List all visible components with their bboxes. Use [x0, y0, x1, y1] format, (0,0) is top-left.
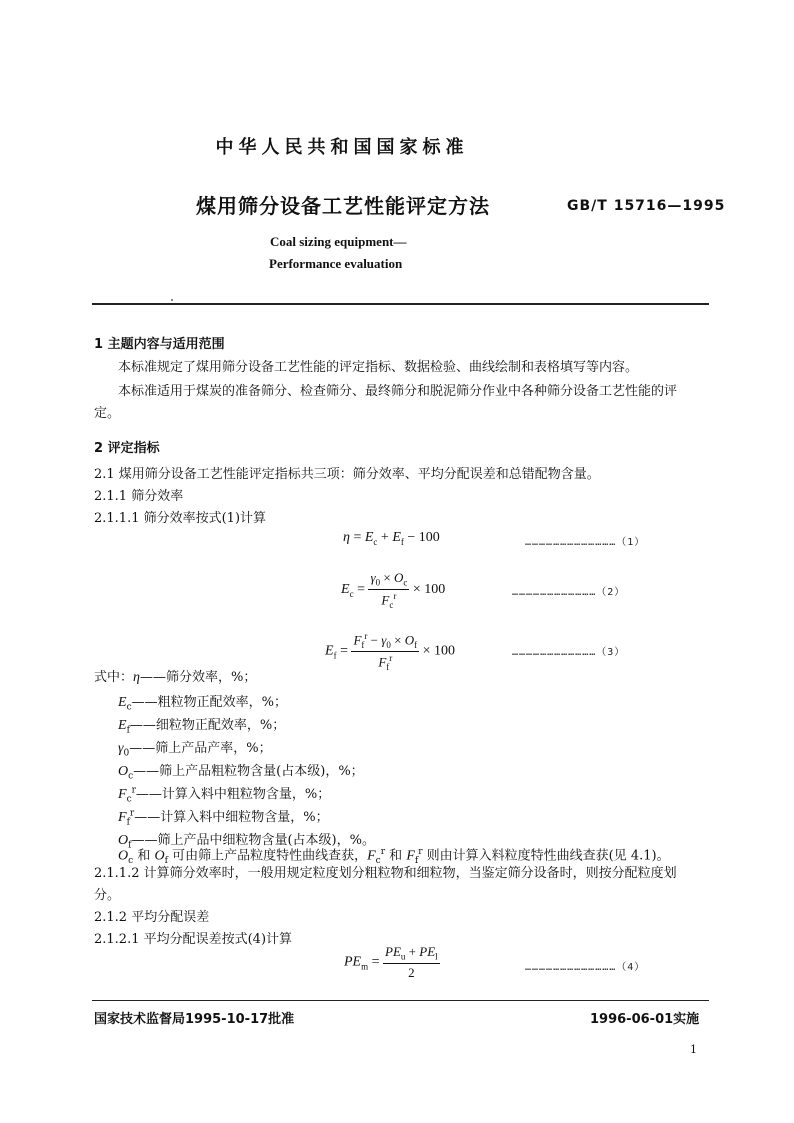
section-1-para-2-cont: 定。	[94, 406, 121, 421]
definition-oc: $O_c——$筛上产品粗粒物含量(占本级)，%；	[118, 764, 364, 782]
standard-title: 煤用筛分设备工艺性能评定方法	[196, 194, 490, 218]
national-standard-heading: 中华人民共和国国家标准	[215, 137, 469, 158]
equation-3-number: ………………………………（3）	[512, 647, 626, 658]
equation-1: $\eta = E_c + E_f - 100$	[343, 530, 440, 547]
definition-fcr: $F_c^r——$计算入料中粗粒物含量，%；	[118, 785, 331, 805]
implementation-date: 1996-06-01实施	[590, 1012, 700, 1027]
definition-ffr: $F_f^r——$计算入料中细粒物含量，%；	[118, 808, 329, 828]
clause-2-1-2: 2.1.2 平均分配误差	[94, 910, 210, 925]
clause-2-1-1-2: 2.1.1.2 计算筛分效率时，一般用规定粒度划分粗粒物和细粒物，当鉴定筛分设备时，则按分配粒度划	[94, 866, 677, 881]
definition-gamma0: $\gamma_0——$筛上产品产率，%；	[118, 741, 272, 759]
section-1-para-2: 本标准适用于煤炭的准备筛分、检查筛分、最终筛分和脱泥筛分作业中各种筛分设备工艺性能的评	[118, 384, 678, 399]
speck	[171, 299, 173, 301]
definition-of: $O_f——$筛上产品中细粒物含量(占本级)，%。	[118, 833, 375, 851]
definition-ef: $E_f——$细粒物正配效率，%；	[118, 718, 286, 736]
section-2-heading: 2 评定指标	[94, 441, 160, 456]
curve-lookup-note: $O_c$ 和 $O_f$ 可由筛上产品粒度特性曲线查获，$F_c^r$ 和 $F_f^r$ 则由计算入料粒度特性曲线查获(见 4.1)。	[118, 847, 670, 866]
equation-1-number: …………………………………（1）	[525, 537, 646, 548]
section-1-para-1: 本标准规定了煤用筛分设备工艺性能的评定指标、数据检验、曲线绘制和表格填写等内容。	[118, 360, 639, 375]
english-title-line1: Coal sizing equipment—	[270, 234, 407, 249]
approval-info: 国家技术监督局1995-10-17批准	[94, 1012, 295, 1027]
clause-2-1-1-1: 2.1.1.1 筛分效率按式(1)计算	[94, 511, 267, 526]
page-number: 1	[690, 1043, 697, 1056]
section-1-heading: 1 主题内容与适用范围	[94, 337, 225, 352]
equation-2-number: ………………………………（2）	[512, 587, 626, 598]
standard-code: GB/T 15716—1995	[567, 198, 726, 214]
equation-4-number: …………………………………（4）	[525, 962, 646, 973]
definition-eta: 式中：η——筛分效率，%；	[94, 670, 257, 685]
english-title-line2: Performance evaluation	[269, 256, 403, 271]
clause-2-1-1: 2.1.1 筛分效率	[94, 489, 184, 504]
clause-2-1-1-2-cont: 分。	[94, 888, 121, 903]
definition-ec: $E_c——$粗粒物正配效率，%；	[118, 695, 287, 713]
equation-4: $PE_m$ = $\frac{PE_u + PE_l}{2}$	[344, 944, 438, 980]
header-rule	[92, 303, 709, 305]
equation-2: $E_c$ = $\frac{\gamma_0 \times O_c}{F_c^r}$ × 100	[341, 570, 446, 610]
clause-2-1-2-1: 2.1.2.1 平均分配误差按式(4)计算	[94, 932, 293, 947]
equation-3: $E_f$ = $\frac{F_f^r - \gamma_0 \times O_f}{F_f^r}$ × 100	[325, 631, 456, 672]
clause-2-1: 2.1 煤用筛分设备工艺性能评定指标共三项：筛分效率、平均分配误差和总错配物含量。	[94, 467, 600, 482]
footer-rule	[92, 1000, 709, 1001]
